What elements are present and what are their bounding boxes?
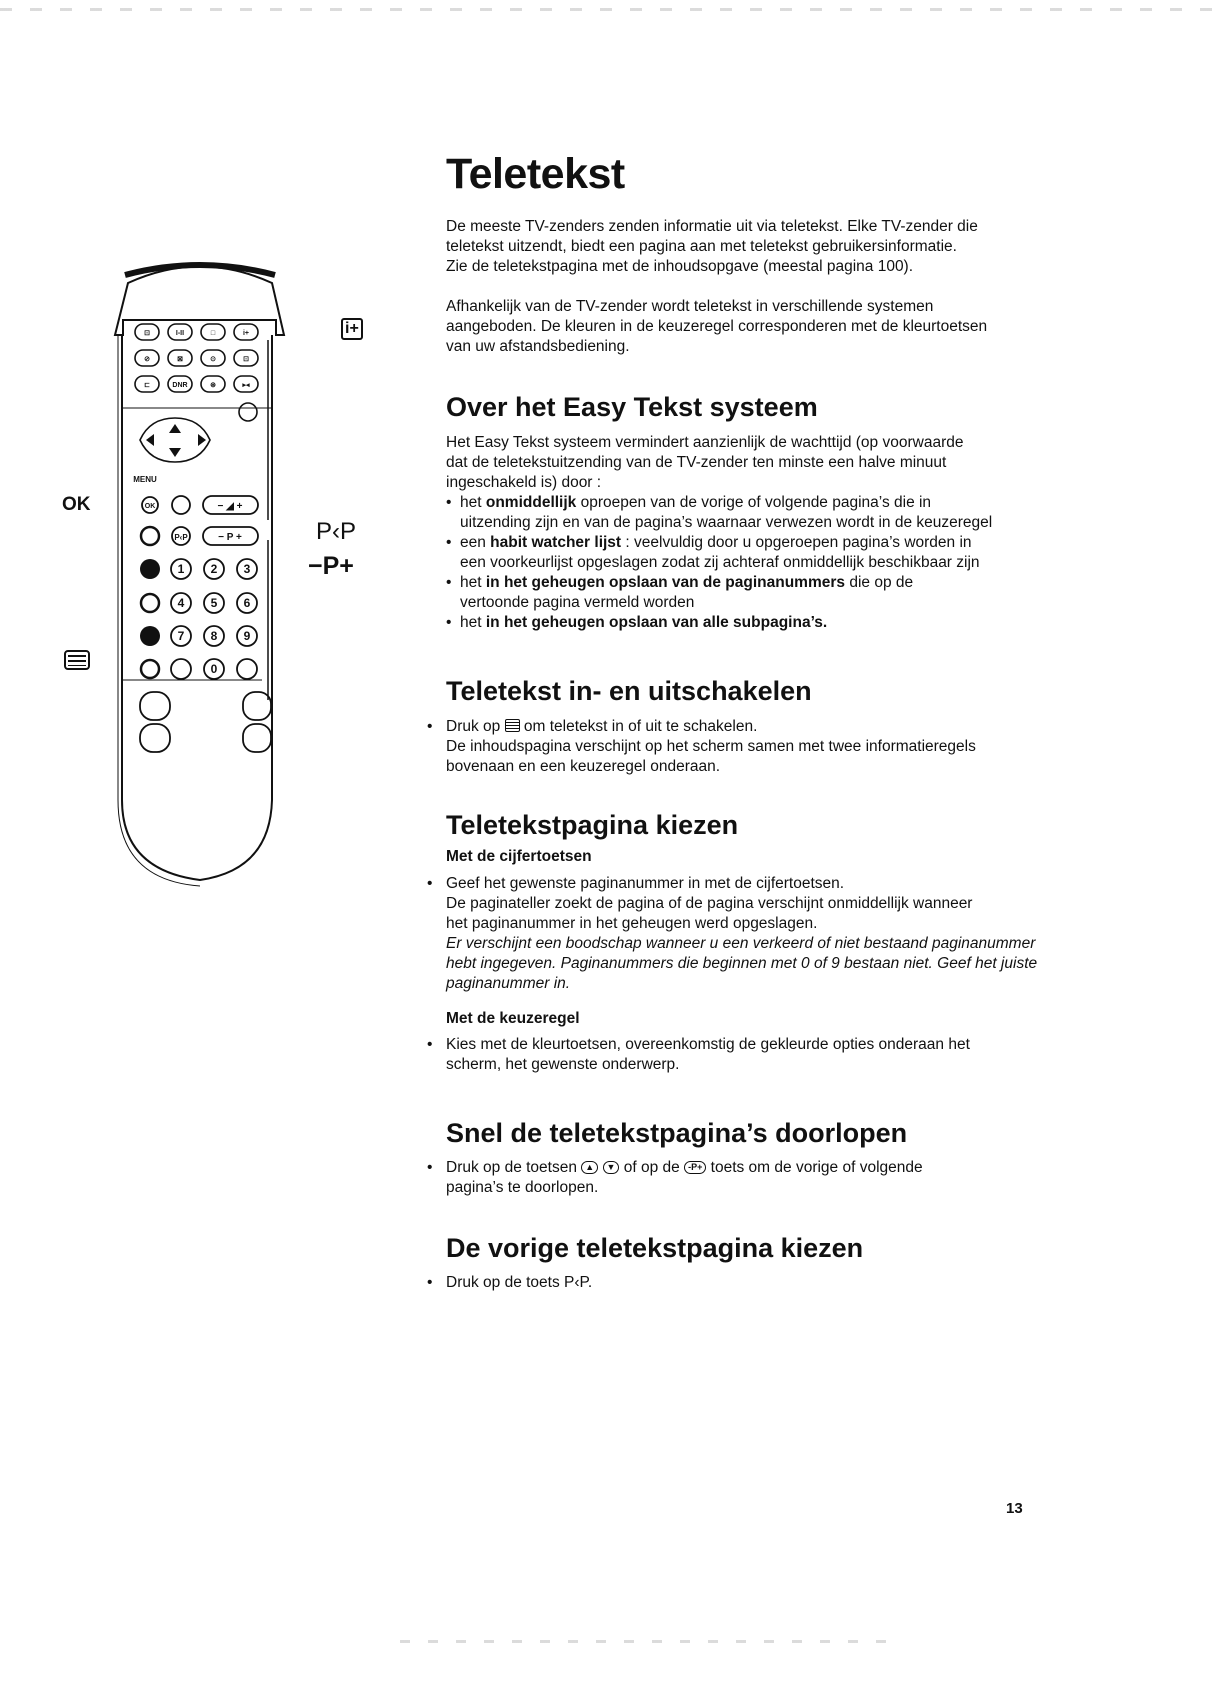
top-key-label: ⊏	[144, 382, 150, 389]
text: uitzending zijn en van de pagina’s waarnaar verwezen wordt in de keuzeregel	[460, 514, 993, 531]
text-line: pagina’s te doorlopen.	[446, 1179, 599, 1196]
page-title: Teletekst	[446, 150, 625, 198]
digit-key: 4	[177, 596, 185, 610]
ok-key-label: OK	[144, 503, 156, 510]
info-key-icon: i+	[341, 318, 363, 340]
selection-line-body	[427, 1035, 1046, 1075]
text: oproepen van de vorige of volgende pagina’s die in	[576, 494, 932, 511]
text-line: Zie de teletekstpagina met de inhoudsopgave (meestal pagina 100).	[446, 258, 914, 275]
down-key-icon: ▼	[603, 1161, 620, 1174]
heading-choose-page: Teletekstpagina kiezen	[446, 810, 739, 840]
power-key	[239, 403, 257, 421]
p-key-icon: -P+	[684, 1161, 706, 1174]
top-key-label: i+	[242, 330, 250, 337]
text-line: het paginanummer in het geheugen werd opgeslagen.	[446, 915, 818, 932]
text: Druk op de toetsen	[446, 1159, 582, 1176]
list-item	[427, 1158, 1046, 1178]
list-item	[446, 573, 1046, 613]
text-line: De meeste TV-zenders zenden informatie uit via teletekst. Elke TV-zender die	[446, 218, 978, 235]
bold-text: onmiddellijk	[485, 494, 577, 511]
text-line: scherm, het gewenste onderwerp.	[446, 1056, 680, 1073]
teletext-icon	[505, 719, 520, 732]
top-key-label: DNR	[172, 382, 188, 389]
digit-key: 1	[177, 562, 185, 576]
text-line: De paginateller zoekt de pagina of de pagina verschijnt onmiddellijk wanneer	[446, 895, 973, 912]
text: vertoonde pagina vermeld worden	[460, 594, 695, 611]
text-line: bovenaan en een keuzeregel onderaan.	[446, 758, 721, 775]
digit-key: 7	[177, 629, 185, 643]
list-item	[446, 533, 1046, 573]
bullet: •	[427, 1274, 433, 1291]
text-line: De inhoudspagina verschijnt op het scherm samen met twee informatieregels	[446, 738, 976, 755]
volume-key-label: − ◢ +	[217, 501, 243, 512]
onoff-body	[427, 717, 1046, 777]
text-line: dat de teletekstuitzending van de TV-zender ten minste een halve minuut	[446, 454, 947, 471]
text: die op de	[845, 574, 914, 591]
top-key-label: ⊠	[177, 356, 183, 363]
heading-previous-page: De vorige teletekstpagina kiezen	[446, 1233, 864, 1263]
bullet: •	[427, 875, 433, 892]
list-item	[446, 493, 1046, 533]
list-item	[427, 1273, 1046, 1293]
intro-paragraph-2	[446, 297, 1046, 357]
bullet: •	[427, 1159, 433, 1176]
red-key	[140, 559, 160, 579]
text: toets om de vorige of volgende	[706, 1159, 923, 1176]
program-key-label: − P +	[218, 532, 242, 543]
menu-label: MENU	[133, 475, 157, 484]
top-key-label: ⊙	[210, 356, 216, 363]
top-key-label: I-II	[175, 330, 185, 337]
top-key-label: ▸◂	[242, 382, 250, 389]
text-line: Het Easy Tekst systeem vermindert aanzienlijk de wachttijd (op voorwaarde	[446, 434, 964, 451]
bullet: •	[427, 718, 433, 735]
text-line: Afhankelijk van de TV-zender wordt teletekst in verschillende systemen	[446, 298, 934, 315]
digit-key: 6	[243, 596, 251, 610]
bold-text: habit watcher lijst	[490, 534, 622, 551]
subheading-selection-line: Met de keuzeregel	[446, 1010, 580, 1027]
list-item	[427, 874, 1046, 894]
digit-key: 0	[210, 662, 218, 676]
top-key-label: ⊡	[144, 330, 150, 337]
text: of op de	[619, 1159, 685, 1176]
text: Kies met de kleurtoetsen, overeenkomstig de gekleurde opties onderaan het	[446, 1036, 970, 1053]
heading-fast-browse: Snel de teletekstpagina’s doorlopen	[446, 1118, 908, 1148]
italic-line: paginanummer in.	[446, 975, 571, 992]
easy-tekst-body	[446, 433, 1046, 633]
scan-artifact-bottom	[400, 1640, 900, 1643]
top-key-label: ⊡	[243, 356, 249, 363]
italic-line: Er verschijnt een boodschap wanneer u een verkeerd of niet bestaand paginanummer	[446, 935, 1036, 952]
text: het	[460, 614, 486, 631]
text: Druk op	[446, 718, 505, 735]
italic-line: hebt ingegeven. Paginanummers die beginnen met 0 of 9 bestaan niet. Geef het juiste	[446, 955, 1038, 972]
pp-key-label: P‹P	[174, 533, 188, 542]
digit-key: 8	[210, 629, 218, 643]
intro-paragraph	[446, 217, 1046, 277]
text-line: ingeschakeld is) door :	[446, 474, 602, 491]
pm-label: −P+	[308, 552, 354, 580]
digit-keys-body	[427, 874, 1046, 994]
right-arrow-icon	[198, 434, 206, 446]
top-key-label: ⊘	[144, 356, 150, 363]
bold-text: in het geheugen opslaan van alle subpagina’s.	[485, 614, 828, 631]
text: een	[460, 534, 491, 551]
bullet: •	[427, 1036, 433, 1053]
text-line: teletekst uitzendt, biedt een pagina aan met teletekst gebruikersinformatie.	[446, 238, 957, 255]
yellow-key	[140, 626, 160, 646]
digit-key: 2	[210, 562, 218, 576]
digit-key: 9	[243, 629, 251, 643]
ok-label: OK	[62, 494, 91, 515]
fast-browse-body	[427, 1158, 1046, 1198]
left-arrow-icon	[146, 434, 154, 446]
text-line: van uw afstandsbediening.	[446, 338, 630, 355]
text: het	[460, 574, 486, 591]
text: een voorkeurlijst opgeslagen zodat zij achteraf onmiddellijk beschikbaar zijn	[460, 554, 980, 571]
text: : veelvuldig door u opgeroepen pagina’s worden in	[621, 534, 972, 551]
list-item	[427, 717, 1046, 737]
pp-label: P‹P	[316, 518, 357, 545]
text-line: aangeboden. De kleuren in de keuzeregel corresponderen met de kleurtoetsen	[446, 318, 988, 335]
down-arrow-icon	[169, 448, 181, 457]
up-arrow-icon	[169, 424, 181, 433]
up-key-icon: ▲	[581, 1161, 598, 1174]
heading-easy-tekst: Over het Easy Tekst systeem	[446, 392, 818, 422]
top-key-label: □	[210, 330, 216, 337]
text: Geef het gewenste paginanummer in met de cijfertoetsen.	[446, 875, 845, 892]
page-number: 13	[1006, 1500, 1023, 1517]
list-item	[427, 1035, 1046, 1055]
top-key-label: ⊛	[210, 382, 216, 389]
text: om teletekst in of uit te schakelen.	[519, 718, 758, 735]
digit-key: 3	[243, 562, 251, 576]
digit-key: 5	[210, 596, 218, 610]
bold-text: in het geheugen opslaan van de paginanummers	[485, 574, 846, 591]
previous-page-body	[427, 1273, 1046, 1293]
text: het	[460, 494, 486, 511]
remote-control-illustration	[0, 0, 300, 900]
list-item	[446, 613, 1046, 633]
subheading-digit-keys: Met de cijfertoetsen	[446, 848, 592, 865]
text: Druk op de toets P‹P.	[446, 1274, 593, 1291]
heading-teletekst-onoff: Teletekst in- en uitschakelen	[446, 676, 812, 706]
